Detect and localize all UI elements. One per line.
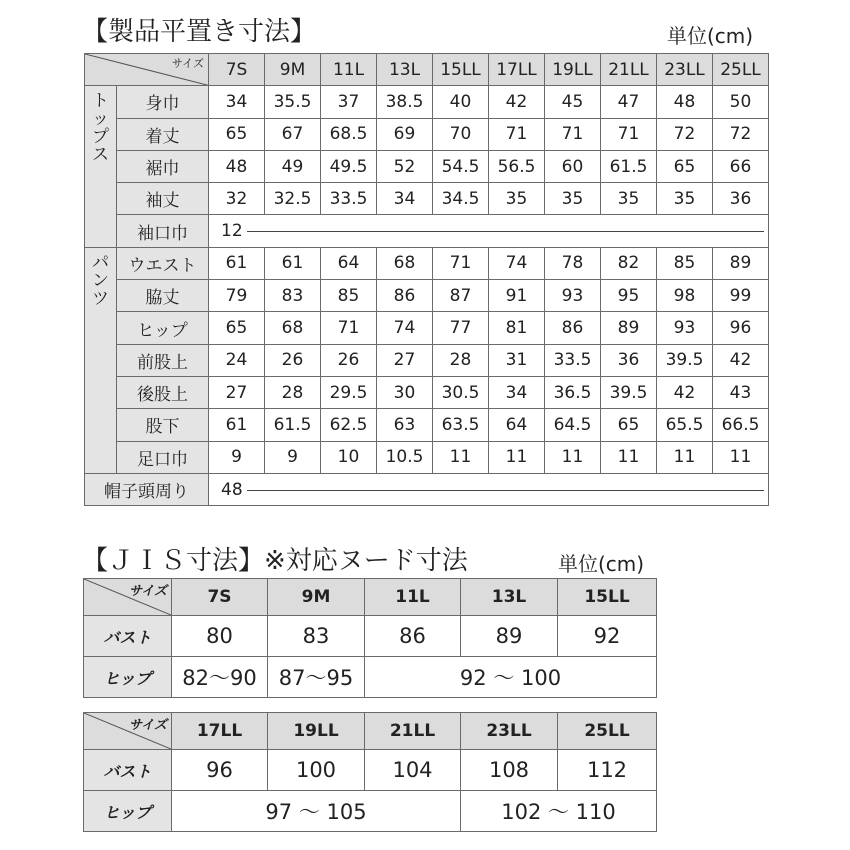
jis-size-header: 13L	[461, 579, 558, 616]
measure-label: 身巾	[117, 86, 209, 118]
cuff-label: 袖口巾	[117, 215, 209, 247]
hat-row	[85, 473, 769, 505]
measure-value: 93	[657, 312, 713, 344]
product-unit-label: 単位(cm)	[667, 24, 754, 48]
jis-size-label: サイズ	[129, 584, 167, 599]
measure-value: 70	[433, 118, 489, 150]
measure-label: 裾巾	[117, 150, 209, 182]
hip-value: 92 ～ 100	[365, 657, 657, 698]
measure-value: 11	[713, 441, 769, 473]
measure-value: 74	[377, 312, 433, 344]
size-header: 15LL	[433, 54, 489, 86]
jis-header-row	[84, 579, 657, 616]
bust-value: 83	[268, 616, 365, 657]
measure-value: 48	[209, 150, 265, 182]
measure-value: 65.5	[657, 409, 713, 441]
measure-value: 11	[601, 441, 657, 473]
cuff-value: 12	[221, 221, 243, 242]
measure-value: 93	[545, 280, 601, 312]
measure-value: 91	[489, 280, 545, 312]
jis-size-header: 21LL	[365, 713, 461, 750]
pants-row	[85, 344, 769, 376]
bust-value: 86	[365, 616, 461, 657]
measure-value: 68	[377, 247, 433, 279]
measure-value: 66	[713, 150, 769, 182]
measure-value: 68.5	[321, 118, 377, 150]
size-header: 11L	[321, 54, 377, 86]
measure-value: 86	[377, 280, 433, 312]
measure-value: 49	[265, 150, 321, 182]
measure-value: 36.5	[545, 376, 601, 408]
measure-value: 67	[265, 118, 321, 150]
size-header: 7S	[209, 54, 265, 86]
measure-value: 85	[321, 280, 377, 312]
header-row	[85, 54, 769, 86]
cuff-value-cell	[209, 215, 769, 247]
measure-value: 10.5	[377, 441, 433, 473]
measure-value: 50	[713, 86, 769, 118]
hip-value: 87～95	[268, 657, 365, 698]
pants-section	[85, 247, 769, 473]
jis-size-header: 7S	[172, 579, 268, 616]
size-header: 9M	[265, 54, 321, 86]
measure-value: 47	[601, 86, 657, 118]
measure-value: 87	[433, 280, 489, 312]
measure-value: 98	[657, 280, 713, 312]
measure-value: 63.5	[433, 409, 489, 441]
jis-size-header: 15LL	[558, 579, 657, 616]
measure-value: 68	[265, 312, 321, 344]
hip-value: 82～90	[172, 657, 268, 698]
jis-size-header: 11L	[365, 579, 461, 616]
jis-size-label: サイズ	[129, 718, 167, 733]
measure-value: 61.5	[601, 150, 657, 182]
measure-value: 11	[545, 441, 601, 473]
measure-value: 35	[545, 183, 601, 215]
hat-label: 帽子頭周り	[85, 473, 209, 505]
measure-value: 37	[321, 86, 377, 118]
measure-value: 71	[601, 118, 657, 150]
hip-value: 97 ～ 105	[172, 791, 461, 832]
jis-unit-label: 単位(cm)	[558, 552, 645, 576]
measure-value: 34	[377, 183, 433, 215]
measure-value: 49.5	[321, 150, 377, 182]
measure-label: 股下	[117, 409, 209, 441]
jis-size-header: 9M	[268, 579, 365, 616]
pants-row	[85, 409, 769, 441]
measure-value: 65	[209, 118, 265, 150]
measure-value: 77	[433, 312, 489, 344]
measure-value: 29.5	[321, 376, 377, 408]
span-line	[247, 231, 764, 232]
measure-value: 26	[321, 344, 377, 376]
measure-value: 31	[489, 344, 545, 376]
measure-value: 78	[545, 247, 601, 279]
measure-label: ヒップ	[117, 312, 209, 344]
jis-header-row	[84, 713, 657, 750]
measure-value: 30.5	[433, 376, 489, 408]
measure-value: 64	[321, 247, 377, 279]
measure-value: 36	[713, 183, 769, 215]
measure-value: 79	[209, 280, 265, 312]
measure-value: 36	[601, 344, 657, 376]
size-corner-cell	[85, 54, 209, 86]
measure-value: 9	[209, 441, 265, 473]
measure-value: 89	[601, 312, 657, 344]
measure-value: 34	[489, 376, 545, 408]
measure-value: 69	[377, 118, 433, 150]
measure-label: 後股上	[117, 376, 209, 408]
measure-value: 28	[265, 376, 321, 408]
bust-value: 112	[558, 750, 657, 791]
measure-value: 39.5	[657, 344, 713, 376]
jis-size-header: 25LL	[558, 713, 657, 750]
product-table-title: 【製品平置き寸法】	[82, 17, 317, 47]
bust-value: 96	[172, 750, 268, 791]
hip-label: ヒップ	[84, 657, 172, 698]
product-size-table	[84, 53, 769, 506]
measure-value: 32	[209, 183, 265, 215]
measure-value: 32.5	[265, 183, 321, 215]
measure-value: 11	[657, 441, 713, 473]
measure-value: 52	[377, 150, 433, 182]
measure-value: 40	[433, 86, 489, 118]
measure-value: 11	[489, 441, 545, 473]
measure-label: 袖丈	[117, 183, 209, 215]
measure-value: 27	[377, 344, 433, 376]
bust-value: 100	[268, 750, 365, 791]
measure-value: 83	[265, 280, 321, 312]
measure-value: 64	[489, 409, 545, 441]
measure-value: 72	[713, 118, 769, 150]
bust-value: 80	[172, 616, 268, 657]
measure-label: ウエスト	[117, 247, 209, 279]
size-header: 23LL	[657, 54, 713, 86]
measure-value: 34	[209, 86, 265, 118]
jis-size-header: 19LL	[268, 713, 365, 750]
measure-value: 42	[713, 344, 769, 376]
measure-value: 63	[377, 409, 433, 441]
measure-label: 脇丈	[117, 280, 209, 312]
measure-label: 前股上	[117, 344, 209, 376]
measure-value: 35.5	[265, 86, 321, 118]
measure-value: 43	[713, 376, 769, 408]
jis-size-header: 17LL	[172, 713, 268, 750]
jis-table-1	[83, 578, 657, 698]
bust-value: 104	[365, 750, 461, 791]
measure-value: 35	[489, 183, 545, 215]
size-header: 21LL	[601, 54, 657, 86]
measure-value: 33.5	[545, 344, 601, 376]
measure-value: 61.5	[265, 409, 321, 441]
measure-value: 38.5	[377, 86, 433, 118]
measure-value: 30	[377, 376, 433, 408]
measure-value: 42	[657, 376, 713, 408]
jis-size-header: 23LL	[461, 713, 558, 750]
jis-hip-row	[84, 791, 657, 832]
measure-value: 89	[713, 247, 769, 279]
bust-value: 108	[461, 750, 558, 791]
jis-bust-row	[84, 750, 657, 791]
measure-value: 27	[209, 376, 265, 408]
hat-value: 48	[221, 479, 243, 500]
measure-value: 86	[545, 312, 601, 344]
jis-size-corner-cell	[84, 579, 172, 616]
tops-group-label: トップス	[85, 86, 117, 247]
jis-table-2	[83, 712, 657, 832]
measure-value: 54.5	[433, 150, 489, 182]
span-line	[247, 490, 764, 491]
measure-value: 66.5	[713, 409, 769, 441]
measure-value: 96	[713, 312, 769, 344]
measure-value: 26	[265, 344, 321, 376]
measure-value: 48	[657, 86, 713, 118]
size-header: 13L	[377, 54, 433, 86]
measure-value: 72	[657, 118, 713, 150]
measure-value: 71	[489, 118, 545, 150]
hat-value-cell	[209, 473, 769, 505]
measure-value: 95	[601, 280, 657, 312]
tops-row	[85, 86, 769, 118]
measure-value: 65	[601, 409, 657, 441]
measure-value: 35	[657, 183, 713, 215]
measure-value: 65	[657, 150, 713, 182]
measure-value: 10	[321, 441, 377, 473]
measure-label: 着丈	[117, 118, 209, 150]
measure-value: 24	[209, 344, 265, 376]
size-header: 25LL	[713, 54, 769, 86]
measure-label: 足口巾	[117, 441, 209, 473]
hip-value: 102 ～ 110	[461, 791, 657, 832]
hip-label: ヒップ	[84, 791, 172, 832]
measure-value: 61	[265, 247, 321, 279]
measure-value: 81	[489, 312, 545, 344]
tops-row	[85, 150, 769, 182]
measure-value: 71	[545, 118, 601, 150]
size-label: サイズ	[171, 57, 204, 70]
measure-value: 82	[601, 247, 657, 279]
measure-value: 9	[265, 441, 321, 473]
measure-value: 34.5	[433, 183, 489, 215]
tops-row	[85, 183, 769, 215]
measure-value: 28	[433, 344, 489, 376]
tops-row	[85, 118, 769, 150]
measure-value: 61	[209, 247, 265, 279]
measure-value: 11	[433, 441, 489, 473]
measure-value: 71	[321, 312, 377, 344]
measure-value: 85	[657, 247, 713, 279]
size-header: 19LL	[545, 54, 601, 86]
measure-value: 99	[713, 280, 769, 312]
jis-hip-row	[84, 657, 657, 698]
pants-row	[85, 247, 769, 279]
tops-section	[85, 86, 769, 247]
measure-value: 56.5	[489, 150, 545, 182]
bust-label: バスト	[84, 750, 172, 791]
measure-value: 65	[209, 312, 265, 344]
jis-size-corner-cell	[84, 713, 172, 750]
pants-row	[85, 376, 769, 408]
measure-value: 45	[545, 86, 601, 118]
bust-value: 89	[461, 616, 558, 657]
measure-value: 42	[489, 86, 545, 118]
cuff-row	[85, 215, 769, 247]
pants-row	[85, 441, 769, 473]
measure-value: 39.5	[601, 376, 657, 408]
jis-table-title: 【ＪＩＳ寸法】※対応ヌード寸法	[82, 546, 468, 576]
measure-value: 71	[433, 247, 489, 279]
pants-row	[85, 280, 769, 312]
measure-value: 61	[209, 409, 265, 441]
size-header: 17LL	[489, 54, 545, 86]
measure-value: 62.5	[321, 409, 377, 441]
measure-value: 60	[545, 150, 601, 182]
bust-label: バスト	[84, 616, 172, 657]
jis-bust-row	[84, 616, 657, 657]
bust-value: 92	[558, 616, 657, 657]
measure-value: 35	[601, 183, 657, 215]
measure-value: 33.5	[321, 183, 377, 215]
measure-value: 64.5	[545, 409, 601, 441]
measure-value: 74	[489, 247, 545, 279]
pants-row	[85, 312, 769, 344]
pants-group-label: パンツ	[85, 247, 117, 473]
